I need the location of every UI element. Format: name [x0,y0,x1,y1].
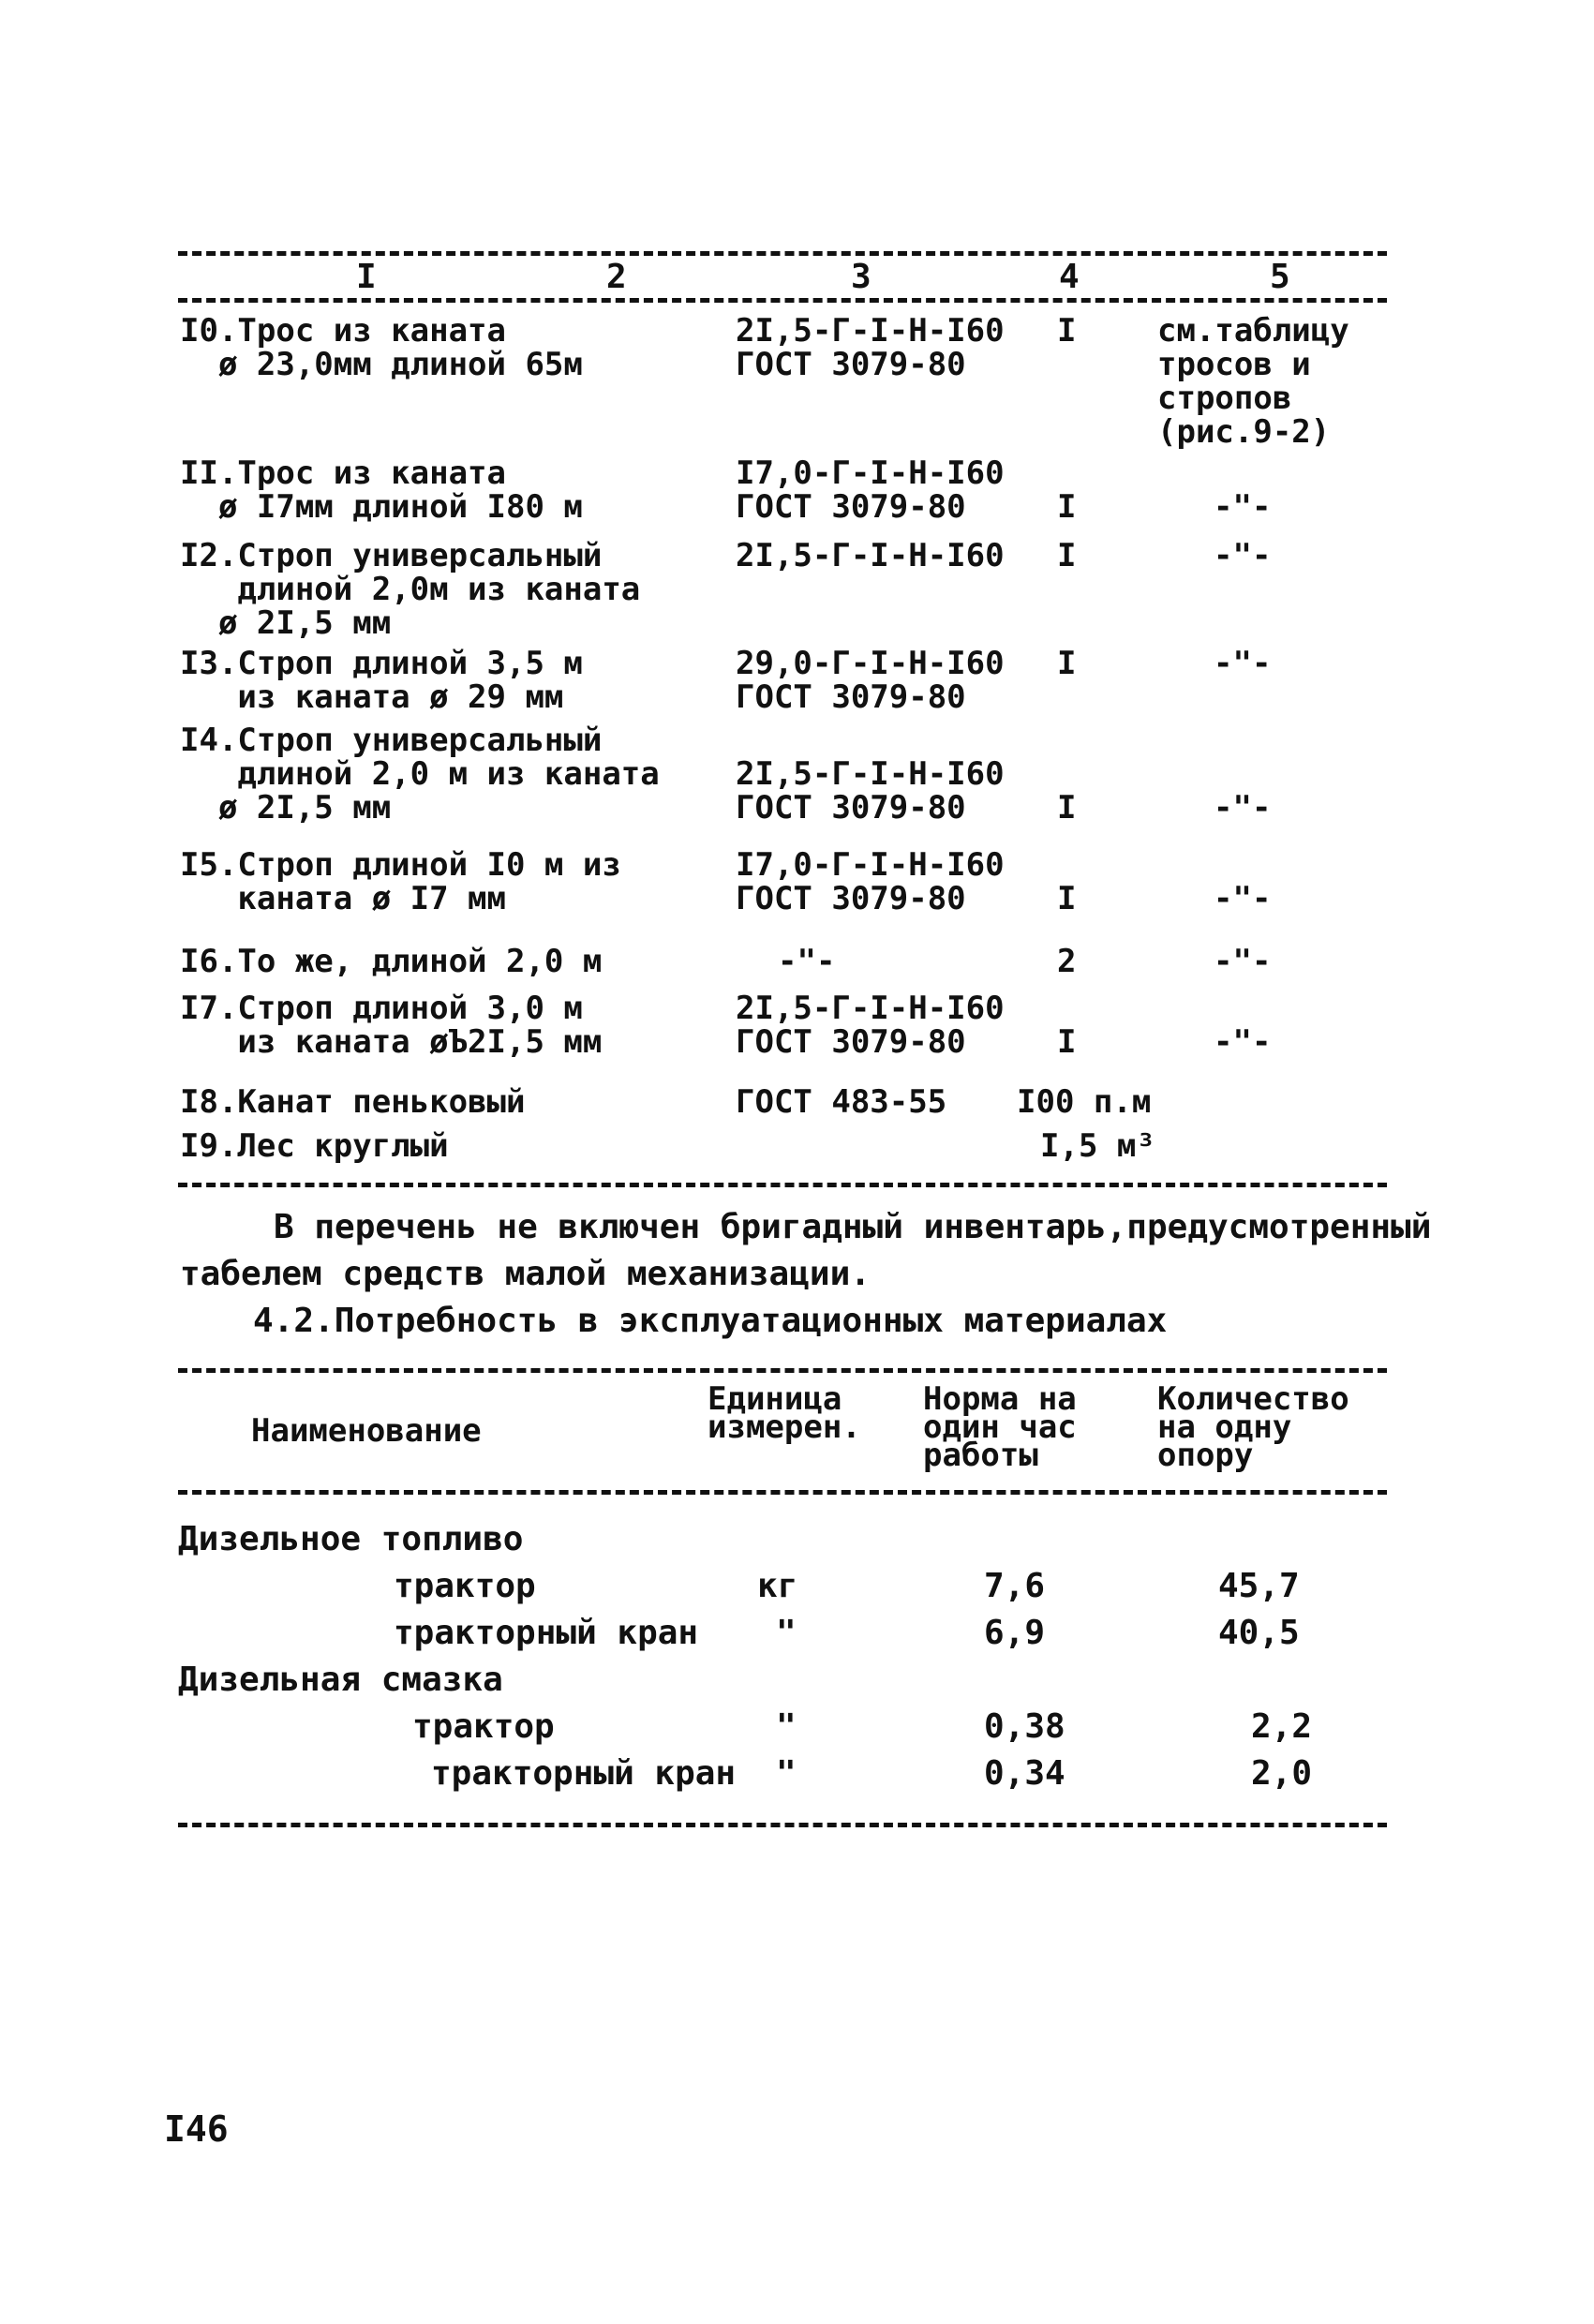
table1-row-name: I8.Канат пеньковый [180,1083,526,1121]
table1-row-note: -"- [1214,943,1272,980]
table1-row-qty: I [1057,645,1077,682]
table1-row-spec: 29,0-Г-I-Н-I60 ГОСТ 3079-80 [736,645,1005,716]
table1-header-rule [178,298,1387,303]
table1-row-name: I7.Строп длиной 3,0 м из каната øЪ2I,5 мм [180,990,603,1061]
table2-row-name: тракторный кран [394,1614,699,1652]
table2-row-unit: кг [757,1567,798,1605]
table1-row-note: -"- [1214,1023,1272,1061]
table1-row-spec: I7,0-Г-I-Н-I60 ГОСТ 3079-80 [736,846,1005,917]
table2-row-norm: 6,9 [984,1614,1046,1652]
table1-row-qty: I [1057,789,1077,827]
table1-row-name: I2.Строп универсальный длиной 2,0м из каната ø 2I,5 мм [180,537,641,642]
table1-row-spec: ГОСТ 483-55 [736,1083,947,1121]
table2-group-title: Дизельное топливо [178,1520,524,1558]
table1-row-name: I6.То же, длиной 2,0 м [180,943,603,980]
table1-row-qty: I [1057,880,1077,917]
note-paragraph-line1: В перечень не включен бригадный инвентарь,предусмотренный [274,1208,1432,1246]
table1-row-note: -"- [1214,645,1272,682]
table1-row-qty: I [1057,312,1077,350]
table2-header-name: Наименование [251,1412,482,1450]
table2-row-unit: " [776,1754,797,1793]
table1-row-note: -"- [1214,789,1272,827]
table1-header-col4: 4 [1059,258,1080,296]
table1-top-rule [178,251,1387,256]
table1-row-name: I5.Строп длиной I0 м из каната ø I7 мм [180,846,621,917]
table1-row-name: I9.Лес круглый [180,1127,449,1165]
table1-row-name: II.Трос из каната ø I7мм длиной I80 м [180,454,583,526]
table2-header-qty: Количество на одну опору [1157,1380,1349,1474]
table1-row-spec: 2I,5-Г-I-Н-I60 ГОСТ 3079-80 [736,755,1005,827]
table1-row-qty: I [1057,1023,1077,1061]
table1-row-spec: I7,0-Г-I-Н-I60 ГОСТ 3079-80 [736,454,1005,526]
table1-row-spec: 2I,5-Г-I-Н-I60 ГОСТ 3079-80 [736,312,1005,383]
table1-row-spec: 2I,5-Г-I-Н-I60 ГОСТ 3079-80 [736,990,1005,1061]
table1-header-col3: 3 [851,258,871,296]
table2-row-name: трактор [394,1567,536,1605]
table2-row-norm: 0,34 [984,1754,1065,1793]
table2-top-rule [178,1368,1387,1373]
table1-row-qty: I00 п.м [1017,1083,1152,1121]
table1-row-qty: I [1057,537,1077,574]
table2-row-unit: " [776,1614,797,1652]
table1-row-spec: 2I,5-Г-I-Н-I60 [736,537,1005,574]
table1-row-note: см.таблицу тросов и стропов (рис.9-2) [1157,312,1349,451]
table2-header-unit: Единица измерен. [708,1380,861,1446]
table2-row-name: трактор [412,1707,555,1746]
table1-row-qty: I,5 м³ [1040,1127,1155,1165]
table2-row-unit: " [776,1707,797,1746]
table1-row-name: I0.Трос из каната ø 23,0мм длиной 65м [180,312,583,383]
table2-header-rule [178,1490,1387,1495]
table2-bottom-rule [178,1823,1387,1827]
note-paragraph-line2: табелем средств малой механизации. [180,1255,871,1293]
table1-row-qty: 2 [1057,943,1077,980]
table1-row-note: -"- [1214,537,1272,574]
table1-row-qty: I [1057,488,1077,526]
table2-row-norm: 7,6 [984,1567,1046,1605]
table2-row-qty: 2,0 [1251,1754,1313,1793]
table1-bottom-rule [178,1183,1387,1187]
table1-row-spec: -"- [778,943,836,980]
table2-row-qty: 2,2 [1251,1707,1313,1746]
table2-row-qty: 40,5 [1218,1614,1300,1652]
table1-row-name: I4.Строп универсальный длиной 2,0 м из каната ø 2I,5 мм [180,722,660,827]
section-title: 4.2.Потребность в эксплуатационных материалах [253,1302,1168,1340]
table2-header-norm: Норма на один час работы [923,1380,1077,1474]
page-number: I46 [164,2108,229,2150]
table2-group-title: Дизельная смазка [178,1661,503,1699]
table1-row-name: I3.Строп длиной 3,5 м из каната ø 29 мм [180,645,583,716]
table2-row-qty: 45,7 [1218,1567,1300,1605]
table2-row-norm: 0,38 [984,1707,1065,1746]
table1-row-note: -"- [1214,880,1272,917]
table1-header-col2: 2 [606,258,627,296]
table1-header-col5: 5 [1270,258,1290,296]
table2-row-name: тракторный кран [431,1754,737,1793]
table1-header-col1: I [356,258,377,296]
table1-row-note: -"- [1214,488,1272,526]
